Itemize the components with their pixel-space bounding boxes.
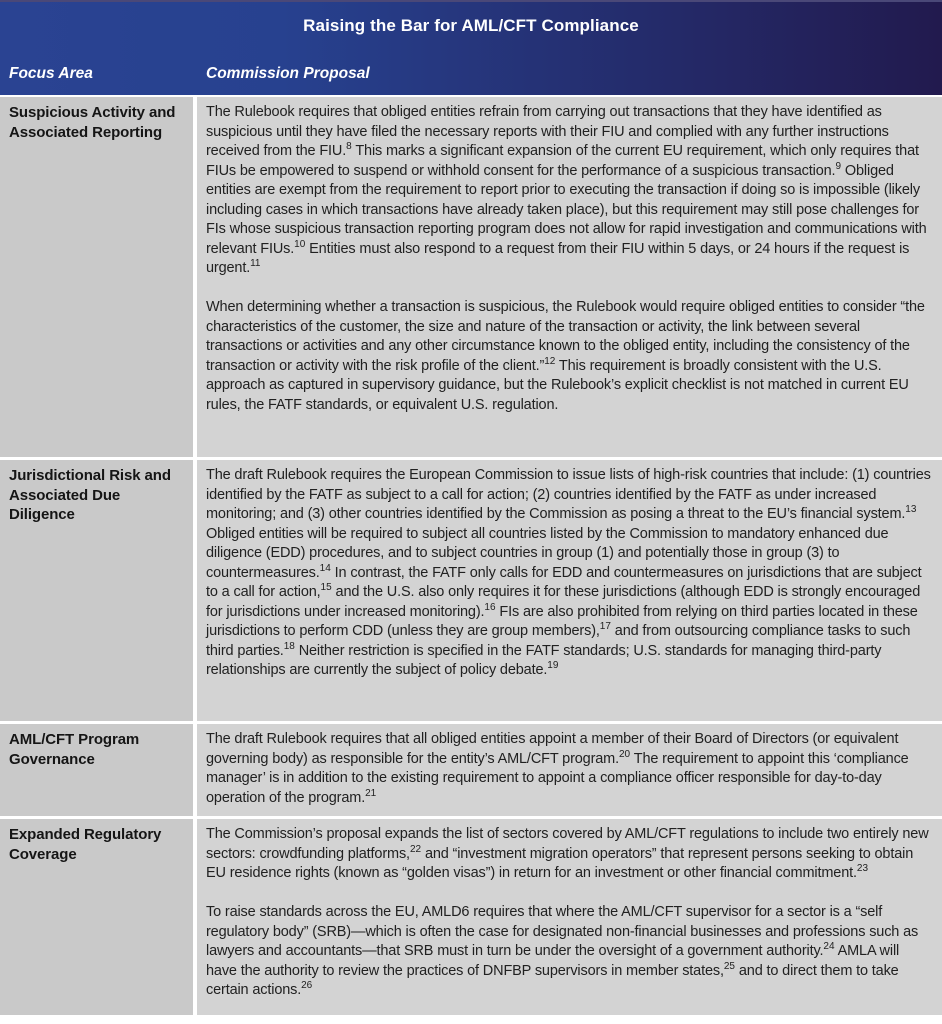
table-row (0, 819, 942, 1015)
footnote-ref: 11 (250, 258, 261, 270)
footnote-ref: 19 (547, 660, 559, 672)
focus-area-label: Suspicious Activity and Associated Reporting (9, 104, 176, 141)
footnote-ref: 23 (856, 863, 869, 875)
table-title: Raising the Bar for AML/CFT Compliance (303, 16, 639, 35)
proposal-paragraph: The Commission’s proposal expands the list of sectors covered by AML/CFT regulations to include two entirely new sectors: crowdfunding platforms,$^{22}$ and “investment migration operators” that represent persons seeking to obtain EU residence rights (known as “golden visas”) in return for an investment or other financial commitment.$^{23}$ (206, 826, 929, 881)
table-body (0, 95, 942, 1015)
proposal-cell (197, 97, 942, 457)
proposal-paragraph: To raise standards across the EU, AMLD6 requires that where the AML/CFT supervisor for a sector is a “self regulatory body” (SRB)—which is often the case for designated non-financial businesses and professions such as lawyers and accountants—that SRB must in turn be under the oversight of a government authority.$^{24}$ AMLA will have the authority to review the practices of DNFBP supervisors in member states,$^{25}$ and to direct them to take certain actions.$^{26}$ (206, 904, 919, 998)
table-row (0, 97, 942, 457)
proposal-paragraph: The draft Rulebook requires that all obliged entities appoint a member of their Board of Directors (or equivalent governing body) as responsible for the entity’s AML/CFT program.$^{20}$ The requirement to appoint this ‘compliance manager’ is in addition to the existing requirement to appoint a compliance officer responsible for day-to-day operation of the program.$^{21}$ (206, 731, 909, 806)
focus-area-cell (0, 819, 193, 1015)
proposal-cell (197, 819, 942, 1015)
footnote-ref: 9 (835, 160, 841, 172)
footnote-ref: 22 (409, 843, 422, 855)
column-header-commission-proposal: Commission Proposal (206, 65, 370, 82)
footnote-ref: 13 (905, 504, 917, 516)
footnote-ref: 15 (320, 582, 332, 594)
focus-area-label: Jurisdictional Risk and Associated Due Diligence (9, 467, 171, 523)
footnote-ref: 8 (346, 141, 352, 153)
footnote-ref: 16 (484, 601, 496, 613)
column-header-row (0, 65, 942, 95)
table-header (0, 0, 942, 95)
footnote-ref: 18 (283, 640, 295, 652)
footnote-ref: 14 (319, 562, 331, 574)
footnote-ref: 12 (544, 355, 556, 367)
proposal-cell (197, 724, 942, 816)
proposal-cell (197, 460, 942, 721)
proposal-paragraph: The Rulebook requires that obliged entities refrain from carrying out transactions that they have identified as suspicious until they have filed the necessary reports with their FIU and complied with any further instructions received from the FIU.$^8$ This marks a significant expansion of the current EU requirement, which only requires that FIUs be empowered to suspend or withhold consent for the performance of a suspicious transaction.$^9$ Obliged entities are exempt from the requirement to report prior to executing the transaction if doing so is impossible (likely including cases in which transactions have already taken place), but this requirement may still pose challenges for FIs whose suspicious transaction reporting program does not allow for rapid investigation and communications with relevant FIUs.$^{10}$ Entities must also respond to a request from their FIU within 5 days, or 24 hours if the request is urgent.$^{11}$ (206, 104, 927, 276)
footnote-ref: 17 (599, 621, 611, 633)
footnote-ref: 20 (619, 748, 631, 760)
proposal-paragraph: The draft Rulebook requires the European Commission to issue lists of high-risk countries that include: (1) countries identified by the FATF as subject to a call for action; (2) countries identified by the FATF as under increased monitoring; and (3) other countries identified by the Commission as posing a threat to the EU’s financial system.$^{13}$ Obliged entities will be required to subject all countries listed by the Commission to mandatory enhanced due diligence (EDD) procedures, and to subject countries in group (1) and potentially those in group (3) to countermeasures.$^{14}$ In contrast, the FATF only calls for EDD and countermeasures on jurisdictions that are subject to a call for action,$^{15}$ and the U.S. also only requires it for these jurisdictions (although EDD is strongly encouraged for jurisdictions under increased monitoring).$^{16}$ FIs are also prohibited from relying on third parties located in these jurisdictions to perform CDD (unless they are group members),$^{17}$ and from outsourcing compliance tasks to such third parties.$^{18}$ Neither restriction is specified in the FATF standards; U.S. standards for managing third-party relationships are currently the subject of policy debate.$^{19}$ (206, 467, 931, 678)
footnote-ref: 26 (301, 980, 313, 992)
proposal-paragraph: When determining whether a transaction is suspicious, the Rulebook would require obliged entities to consider “the characteristics of the customer, the size and nature of the transaction or activity, the link between several transactions or activities and any other circumstance known to the obliged entity, including the consistency of the transaction or activity with the risk profile of the client.”$^{12}$ This requirement is broadly consistent with the U.S. approach as captured in supervisory guidance, but the Rulebook’s explicit checklist is not matched in current EU rules, the FATF standards, or equivalent U.S. regulation. (206, 299, 925, 413)
focus-area-cell (0, 97, 193, 457)
focus-area-cell (0, 460, 193, 721)
focus-area-label: Expanded Regulatory Coverage (9, 826, 162, 863)
focus-area-cell (0, 724, 193, 816)
footnote-ref: 25 (723, 960, 735, 972)
footnote-ref: 24 (823, 941, 835, 953)
footnote-ref: 21 (365, 787, 377, 799)
focus-area-label: AML/CFT Program Governance (9, 731, 140, 768)
table-row (0, 460, 942, 721)
column-header-focus-area: Focus Area (9, 65, 93, 82)
table-row (0, 724, 942, 816)
footnote-ref: 10 (294, 238, 306, 250)
